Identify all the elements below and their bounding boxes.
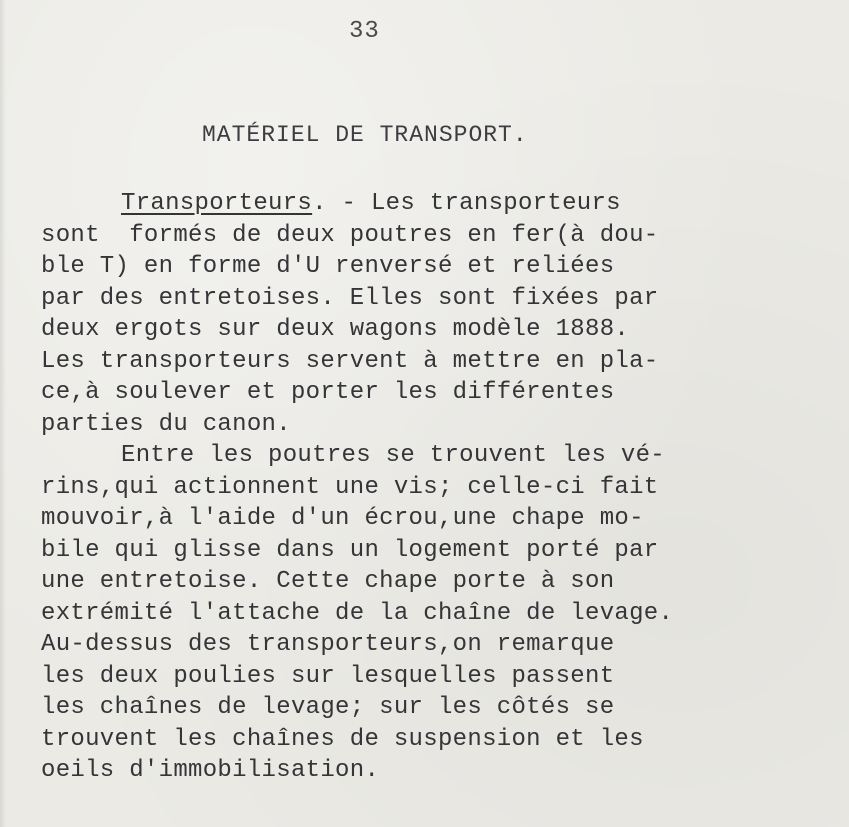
section-heading: MATÉRIEL DE TRANSPORT. — [202, 122, 528, 148]
page-number: 33 — [349, 18, 380, 45]
lead-term: Transporteurs — [121, 190, 313, 217]
paragraph-1-line: sont formés de deux poutres en fer(à dou- — [41, 221, 659, 249]
paragraph-2-first-line: Entre les poutres se trouvent les vé- — [121, 442, 665, 469]
paragraph-1-line: ble T) en forme d'U renversé et reliées — [41, 253, 615, 280]
paragraph-1-line: parties du canon. — [41, 410, 291, 438]
paragraph-2-line: les chaînes de levage; sur les côtés se — [41, 694, 615, 721]
paragraph-2-line: les deux poulies sur lesquelles passent — [41, 662, 615, 690]
paragraph-2-line: bile qui glisse dans un logement porté par — [41, 536, 659, 564]
paragraph-1-line: deux ergots sur deux wagons modèle 1888. — [41, 316, 630, 343]
paragraph-1-line: ce,à soulever et porter les différentes — [41, 379, 615, 406]
paragraph-1-line: par des entretoises. Elles sont fixées par — [41, 284, 659, 312]
paragraph-2-line: trouvent les chaînes de suspension et les — [41, 725, 644, 753]
paragraph-2-line: Au-dessus des transporteurs,on remarque — [41, 631, 615, 658]
paragraph-2-line: mouvoir,à l'aide d'un écrou,une chape mo- — [41, 505, 644, 532]
lead-rest: . - Les transporteurs — [312, 190, 621, 217]
paragraph-1-first-line — [41, 188, 831, 220]
paragraph-2-line: oeils d'immobilisation. — [41, 757, 380, 784]
paragraph-2-line: rins,qui actionnent une vis; celle-ci fait — [41, 473, 659, 501]
body-text — [41, 188, 831, 787]
paragraph-2-line: une entretoise. Cette chape porte à son — [41, 568, 615, 595]
paragraph-2-line: extrémité l'attache de la chaîne de levage. — [41, 599, 674, 627]
paragraph-1-line: Les transporteurs servent à mettre en pla- — [41, 347, 659, 375]
page-edge-shadow — [0, 0, 6, 827]
